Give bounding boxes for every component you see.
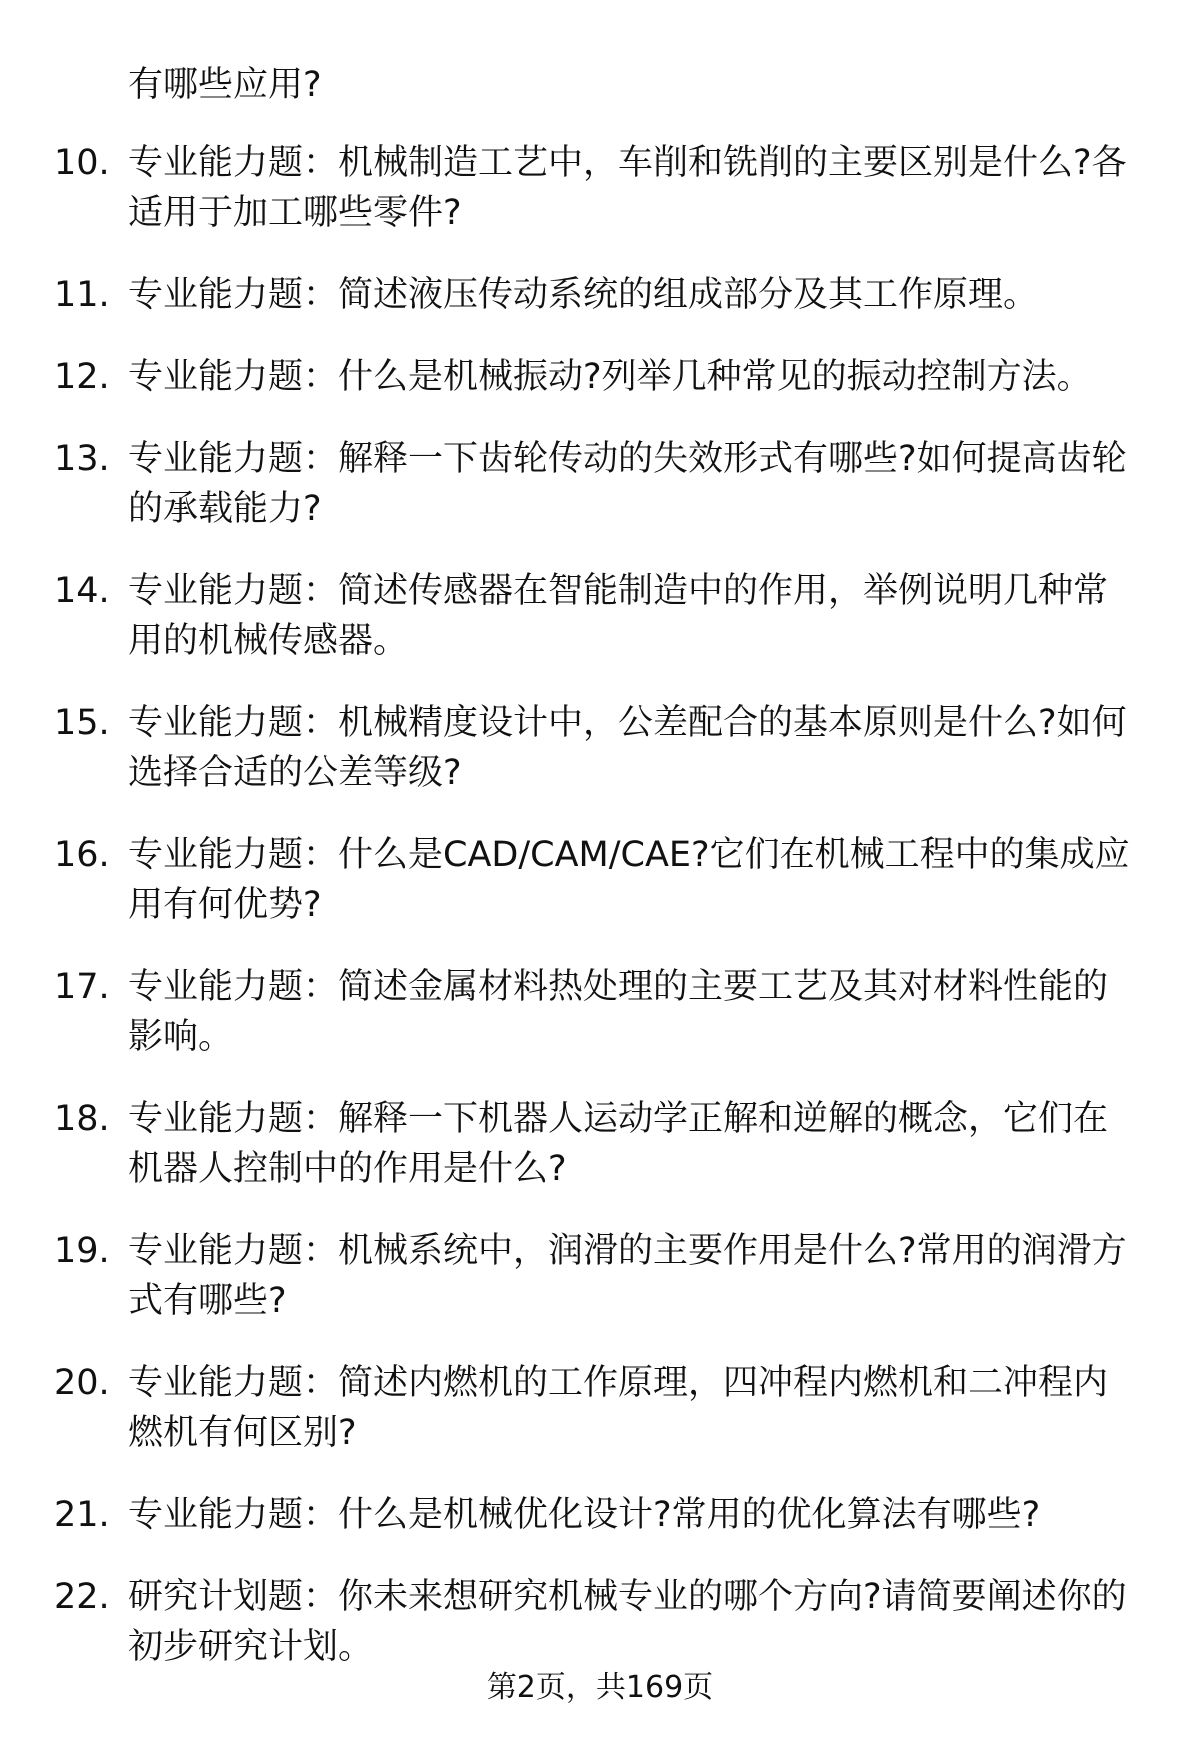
list-item: 15. 专业能力题：机械精度设计中，公差配合的基本原则是什么?如何选择合适的公差等级? bbox=[0, 698, 1200, 798]
list-item: 17. 专业能力题：简述金属材料热处理的主要工艺及其对材料性能的影响。 bbox=[0, 962, 1200, 1062]
item-number: 20. bbox=[54, 1363, 110, 1403]
question-category: 专业能力题 bbox=[128, 275, 304, 315]
item-number: 10. bbox=[54, 143, 110, 183]
item-number: 11. bbox=[54, 275, 110, 315]
question-category: 专业能力题 bbox=[128, 967, 304, 1007]
question-category: 专业能力题 bbox=[128, 1099, 304, 1139]
question-text: 简述内燃机的工作原理，四冲程内燃机和二冲程内燃机有何区别? bbox=[128, 1363, 1109, 1453]
list-item: 13. 专业能力题：解释一下齿轮传动的失效形式有哪些?如何提高齿轮的承载能力? bbox=[0, 434, 1200, 534]
question-text: 什么是机械优化设计?常用的优化算法有哪些? bbox=[338, 1495, 1041, 1535]
item-number: 15. bbox=[54, 703, 110, 743]
item-number: 19. bbox=[54, 1231, 110, 1271]
question-text: 机械系统中，润滑的主要作用是什么?常用的润滑方式有哪些? bbox=[128, 1231, 1127, 1321]
list-item: 10. 专业能力题：机械制造工艺中，车削和铣削的主要区别是什么?各适用于加工哪些零件? bbox=[0, 138, 1200, 238]
continuation-text: 有哪些应用? bbox=[128, 65, 322, 105]
question-text: 简述金属材料热处理的主要工艺及其对材料性能的影响。 bbox=[128, 967, 1109, 1057]
question-text: 机械精度设计中，公差配合的基本原则是什么?如何选择合适的公差等级? bbox=[128, 703, 1127, 793]
question-category: 专业能力题 bbox=[128, 1363, 304, 1403]
question-text: 什么是CAD/CAM/CAE?它们在机械工程中的集成应用有何优势? bbox=[128, 835, 1130, 925]
list-item: 16. 专业能力题：什么是CAD/CAM/CAE?它们在机械工程中的集成应用有何优势? bbox=[0, 830, 1200, 930]
question-category: 专业能力题 bbox=[128, 703, 304, 743]
item-number: 18. bbox=[54, 1099, 110, 1139]
question-text: 解释一下机器人运动学正解和逆解的概念，它们在机器人控制中的作用是什么? bbox=[128, 1099, 1109, 1189]
list-item: 11. 专业能力题：简述液压传动系统的组成部分及其工作原理。 bbox=[0, 270, 1200, 320]
page-footer: 第2页，共169页 bbox=[486, 1670, 714, 1705]
question-category: 专业能力题 bbox=[128, 357, 304, 397]
item-number: 14. bbox=[54, 571, 110, 611]
item-number: 21. bbox=[54, 1495, 110, 1535]
list-item: 18. 专业能力题：解释一下机器人运动学正解和逆解的概念，它们在机器人控制中的作用是什么? bbox=[0, 1094, 1200, 1194]
question-text: 什么是机械振动?列举几种常见的振动控制方法。 bbox=[338, 357, 1092, 397]
question-category: 专业能力题 bbox=[128, 1231, 304, 1271]
list-item: 20. 专业能力题：简述内燃机的工作原理，四冲程内燃机和二冲程内燃机有何区别? bbox=[0, 1358, 1200, 1458]
item-number: 22. bbox=[54, 1577, 110, 1617]
item-number: 12. bbox=[54, 357, 110, 397]
list-item: 12. 专业能力题：什么是机械振动?列举几种常见的振动控制方法。 bbox=[0, 352, 1200, 402]
question-text: 机械制造工艺中，车削和铣削的主要区别是什么?各适用于加工哪些零件? bbox=[128, 143, 1127, 233]
question-category: 专业能力题 bbox=[128, 1495, 304, 1535]
question-category: 专业能力题 bbox=[128, 835, 304, 875]
item-number: 13. bbox=[54, 439, 110, 479]
question-list bbox=[0, 138, 1200, 1704]
list-item: 21. 专业能力题：什么是机械优化设计?常用的优化算法有哪些? bbox=[0, 1490, 1200, 1540]
item-number: 16. bbox=[54, 835, 110, 875]
question-text: 简述液压传动系统的组成部分及其工作原理。 bbox=[338, 275, 1039, 315]
list-item: 14. 专业能力题：简述传感器在智能制造中的作用，举例说明几种常用的机械传感器。 bbox=[0, 566, 1200, 666]
item-number: 17. bbox=[54, 967, 110, 1007]
question-text: 你未来想研究机械专业的哪个方向?请简要阐述你的初步研究计划。 bbox=[128, 1577, 1127, 1667]
question-category: 研究计划题 bbox=[128, 1577, 304, 1617]
list-item: 19. 专业能力题：机械系统中，润滑的主要作用是什么?常用的润滑方式有哪些? bbox=[0, 1226, 1200, 1326]
question-text: 简述传感器在智能制造中的作用，举例说明几种常用的机械传感器。 bbox=[128, 571, 1109, 661]
question-text: 解释一下齿轮传动的失效形式有哪些?如何提高齿轮的承载能力? bbox=[128, 439, 1127, 529]
list-item: 22. 研究计划题：你未来想研究机械专业的哪个方向?请简要阐述你的初步研究计划。 bbox=[0, 1572, 1200, 1672]
question-category: 专业能力题 bbox=[128, 571, 304, 611]
question-category: 专业能力题 bbox=[128, 439, 304, 479]
question-category: 专业能力题 bbox=[128, 143, 304, 183]
